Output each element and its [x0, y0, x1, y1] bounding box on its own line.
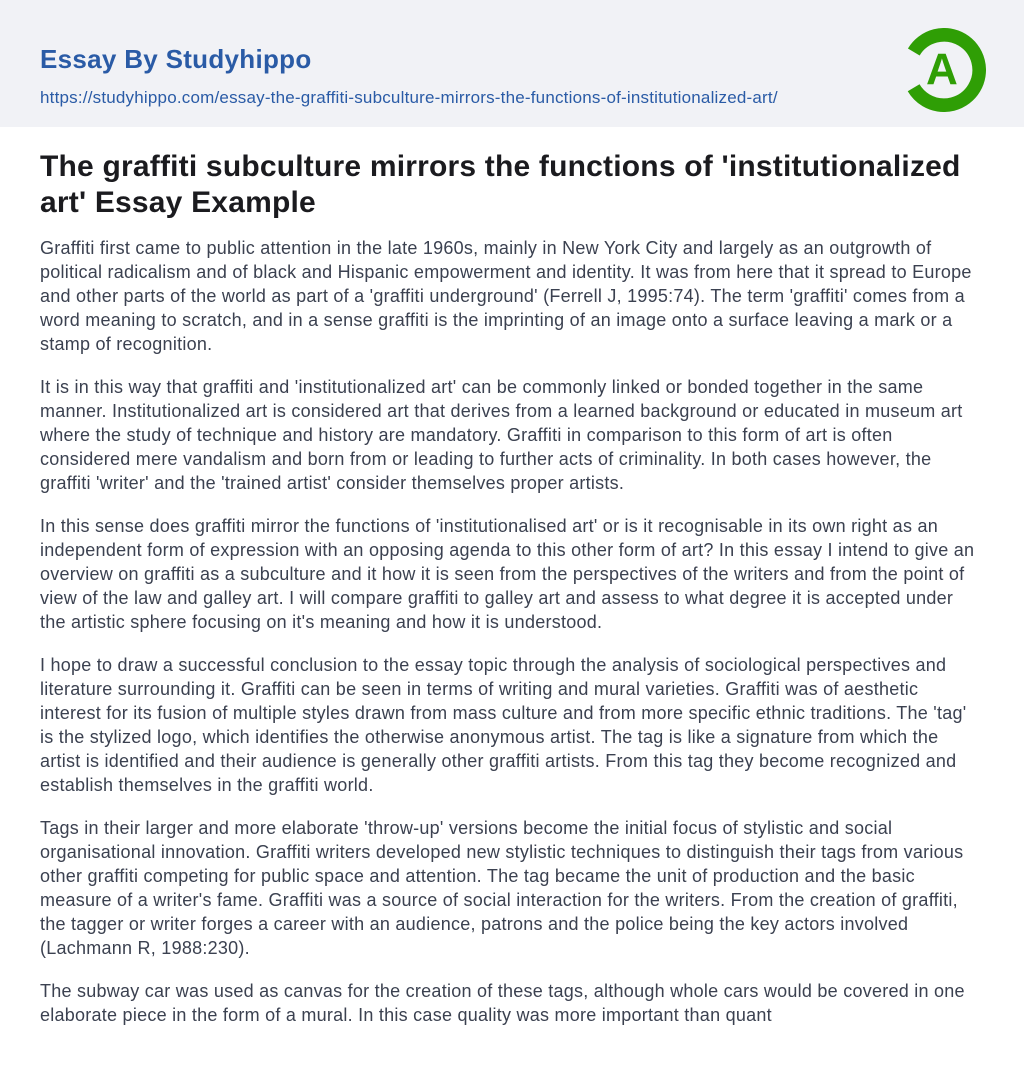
logo-letter: A	[925, 45, 958, 95]
header-text	[40, 44, 984, 111]
essay-paragraph: I hope to draw a successful conclusion to the essay topic through the analysis of sociological perspectives and literature surrounding it. Graffiti can be seen in terms of writing and mural varieties. Graffiti was of aesthetic interest for its fusion of multiple styles drawn from mass culture and from more specific ethnic traditions. The 'tag' is the stylized logo, which identifies the otherwise anonymous artist. The tag is like a signature from which the artist is identified and their audience is generally other graffiti artists. From this tag they become recognized and establish themselves in the graffiti world.	[40, 655, 967, 795]
header	[0, 0, 1024, 127]
studyhippo-logo-icon	[902, 28, 986, 112]
essay-paragraph: It is in this way that graffiti and 'institutionalized art' can be commonly linked or bonded together in the same manner. Institutionalized art is considered art that derives from a learned background or educated in museum art where the study of technique and history are mandatory. Graffiti in comparison to this form of art is often considered mere vandalism and born from or leading to further acts of criminality. In both cases however, the graffiti 'writer' and the 'trained artist' consider themselves proper artists.	[40, 377, 963, 493]
essay-paragraph: Tags in their larger and more elaborate 'throw-up' versions become the initial focus of stylistic and social organisational innovation. Graffiti writers developed new stylistic techniques to distinguish their tags from various other graffiti competing for public space and attention. The tag became the unit of production and the basic measure of a writer's fame. Graffiti was a source of social interaction for the writers. From the creation of graffiti, the tagger or writer forges a career with an audience, patrons and the police being the key actors involved (Lachmann R, 1988:230).	[40, 818, 964, 958]
essay-paragraph: In this sense does graffiti mirror the functions of 'institutionalised art' or is it recognisable in its own right as an independent form of expression with an opposing agenda to this other form of art? In this essay I intend to give an overview on graffiti as a subculture and it how it is seen from the perspectives of the writers and from the point of view of the law and galley art. I will compare graffiti to galley art and assess to what degree it is accepted under the artistic sphere focusing on it's meaning and how it is understood.	[40, 516, 975, 632]
source-url-link[interactable]: https://studyhippo.com/essay-the-graffiti-subculture-mirrors-the-functions-of-institutionalized-art/	[40, 88, 778, 107]
essay-paragraph: The subway car was used as canvas for the creation of these tags, although whole cars would be covered in one elaborate piece in the form of a mural. In this case quality was more important than quant	[40, 981, 965, 1025]
essay-content	[0, 149, 1024, 1027]
essay-paragraph: Graffiti first came to public attention in the late 1960s, mainly in New York City and largely as an outgrowth of political radicalism and of black and Hispanic empowerment and identity. It was from here that it spread to Europe and other parts of the world as part of a 'graffiti underground' (Ferrell J, 1995:74). The term 'graffiti' comes from a word meaning to scratch, and in a sense graffiti is the imprinting of an image onto a surface leaving a mark or a stamp of recognition.	[40, 238, 972, 354]
essay-title: The graffiti subculture mirrors the functions of 'institutionalized art' Essay Example	[40, 150, 961, 219]
site-title: Essay By Studyhippo	[40, 44, 312, 74]
essay-body	[40, 236, 984, 1027]
